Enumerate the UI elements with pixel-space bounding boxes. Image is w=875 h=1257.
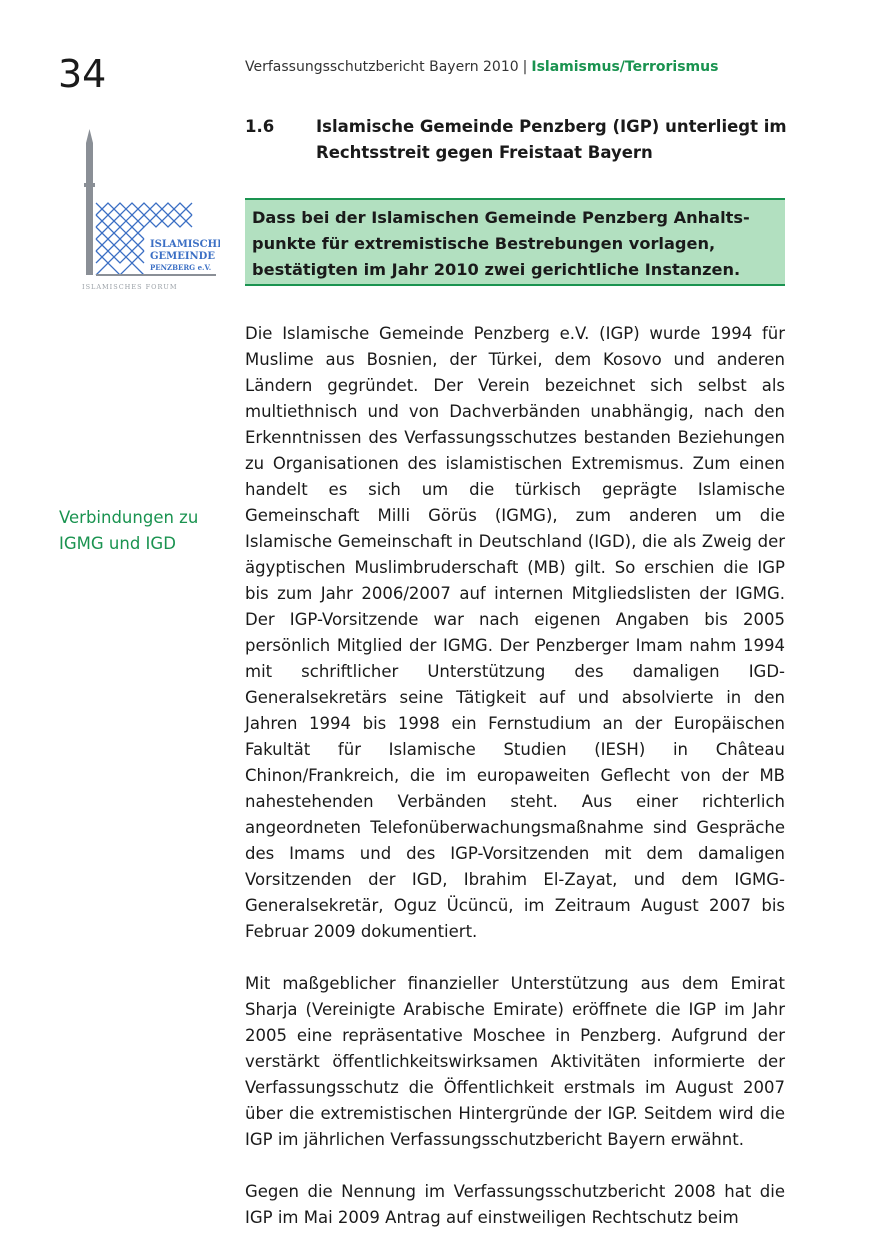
paragraph: Mit maßgeblicher finanzieller Unterstützung aus dem Emirat Sharja (Vereinigte Arabische Emirate) eröffnete die IGP im Jahr 2005 eine repräsentative Moschee in Penzberg. Aufgrund der verstärkt öffentlichkeitswirksamen Aktivitäten informierte der Verfassungsschutz die Öffentlichkeit erstmals im August 2007 über die extremistischen Hintergründe der IGP. Seitdem wird die IGP im jährlichen Verfassungsschutzbericht Bayern erwähnt.: [245, 974, 785, 1149]
paragraph: Die Islamische Gemeinde Penzberg e.V. (IGP) wurde 1994 für Muslime aus Bosnien, der Türkei, dem Kosovo und anderen Ländern gegründet. Der Verein bezeichnet sich selbst als multiethnisch und von Dachverbänden unabhängig, nach den Erkenntnissen des Verfassungsschutzes bestanden Beziehungen zu Organisationen des islamistischen Extremismus. Zum einen handelt es sich um die türkisch geprägte Islamische Gemeinschaft Milli Görüs (IGMG), zum anderen um die Islamische Gemeinschaft in Deutschland (IGD), die als Zweig der ägyptischen Muslimbruderschaft (MB) gilt. So erschien die IGP bis zum Jahr 2006/2007 auf internen Mitgliedslisten der IGMG. Der IGP-Vorsitzende war nach eigenen Angaben bis 2005 persönlich Mitglied der IGMG. Der Penzberger Imam nahm 1994 mit schriftlicher Unterstützung des damaligen IGD-Generalsekretärs seine Tätigkeit auf und absolvierte in den Jahren 1994 bis 1998 ein Fernstudium an der Europäischen Fakultät für Islamische Studien (IESH) in Château Chinon/Frankreich, die im europaweiten Geflecht von der MB nahestehenden Verbänden steht. Aus einer richterlich angeordneten Telefonüberwachungsmaßnahme sind Gespräche des Imams und des IGP-Vorsitzenden mit dem damaligen Vorsitzenden der IGD, Ibrahim El-Zayat, und dem IGMG-Generalsekretär, Oguz Ücüncü, im Zeitraum August 2007 bis Februar 2009 dokumentiert.: [245, 324, 785, 941]
logo-text-line1: ISLAMISCHE: [150, 239, 220, 250]
header-section-name: Islamismus/Terrorismus: [531, 59, 719, 75]
header-separator: |: [522, 59, 528, 75]
section-number: 1.6: [245, 117, 275, 136]
header-report-title: Verfassungsschutzbericht Bayern 2010: [245, 59, 519, 75]
section-heading: [245, 114, 790, 166]
body-text: [245, 321, 785, 1257]
running-header: [245, 57, 718, 77]
summary-box: [245, 198, 785, 286]
section-title: Islamische Gemeinde Penzberg (IGP) unterliegt im Rechtsstreit gegen Freistaat Bayern: [316, 117, 787, 162]
minaret-tip: [86, 129, 93, 143]
page-number: 34: [58, 52, 107, 96]
logo-text-line2: GEMEINDE: [150, 251, 215, 262]
logo-footer-text: ISLAMISCHES FORUM: [82, 283, 178, 291]
minaret-balcony: [84, 183, 95, 187]
paragraph: Gegen die Nennung im Verfassungsschutzbericht 2008 hat die IGP im Mai 2009 Antrag auf einstweiligen Rechtschutz beim: [245, 1182, 785, 1227]
igp-logo: [80, 123, 220, 295]
summary-text: Dass bei der Islamischen Gemeinde Penzberg Anhalts- punkte für extremistische Bestrebungen vorlagen, bestätigten im Jahr 2010 zwei gerichtliche Instanzen.: [252, 208, 750, 279]
margin-note: Verbindungen zu IGMG und IGD: [59, 508, 199, 553]
mosque-logo-graphic: [80, 123, 220, 295]
minaret-shaft: [86, 143, 93, 275]
logo-text-line3: PENZBERG e.V.: [150, 263, 212, 272]
